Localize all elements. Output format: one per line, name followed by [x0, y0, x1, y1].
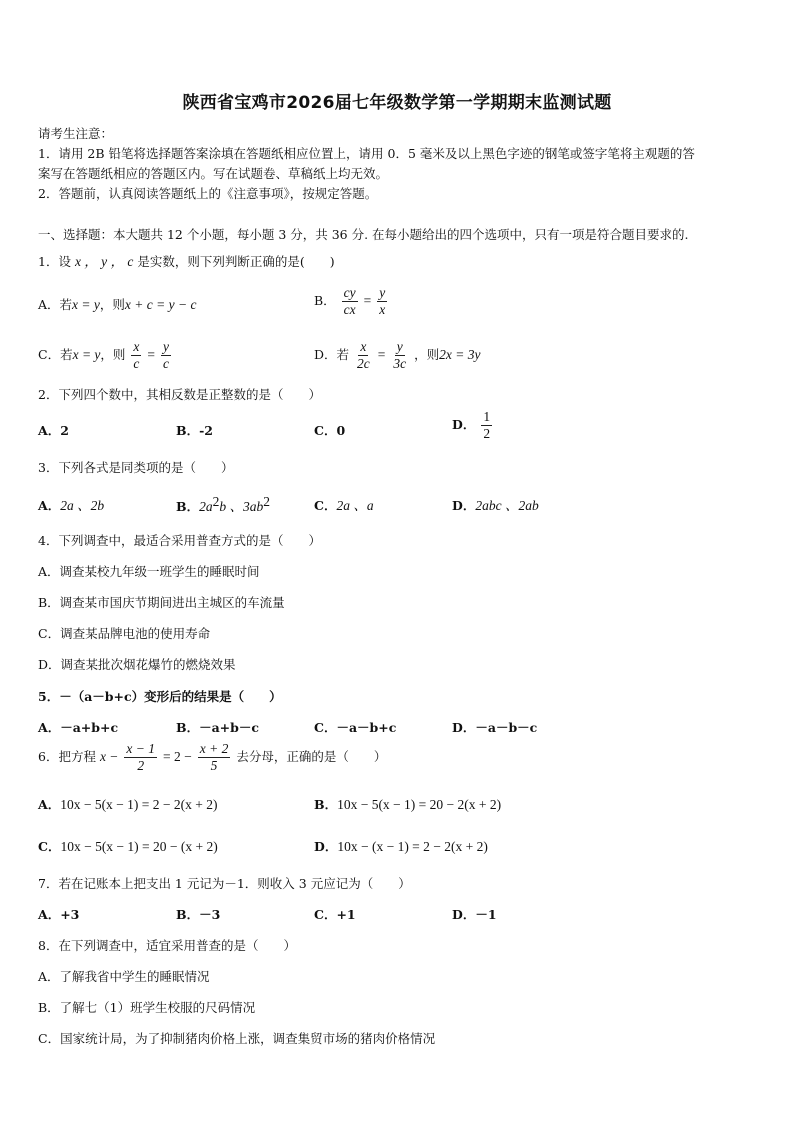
q3-option-c[interactable]: C．2a 、a: [314, 498, 374, 513]
q1-option-d[interactable]: D．若 $\frac{x}{2c}$ = $\frac{y}{3c}$ ，则2x = 3y: [314, 339, 481, 372]
q2-option-d[interactable]: [452, 410, 494, 441]
notice-line-2: 案写在答题纸相应的答题区内。写在试题卷、草稿纸上均无效。: [38, 166, 389, 181]
q1-a-mid: ，则: [99, 297, 125, 312]
q2-d-label: D．: [452, 417, 476, 433]
q6-option-c[interactable]: C．10x − 5(x − 1) = 20 − (x + 2): [38, 839, 218, 854]
q1-option-c[interactable]: C．若x = y，则 $\frac{x}{c}$ = $\frac{y}{c}$: [38, 339, 170, 372]
q1-stem-post: 是实数，则下列判断正确的是( ): [137, 254, 335, 269]
q2-option-b[interactable]: B．-2: [176, 423, 213, 438]
q5-option-a[interactable]: A．－a+b+c: [38, 720, 119, 735]
q4-option-a[interactable]: A．调查某校九年级一班学生的睡眠时间: [38, 564, 260, 579]
q2-option-a[interactable]: A．2: [38, 423, 69, 438]
q1-b-label: B．: [314, 293, 336, 309]
q7-option-c[interactable]: C．+1: [314, 907, 356, 922]
q7-option-a[interactable]: A．+3: [38, 907, 80, 922]
q1-c-mid: ，则: [100, 347, 126, 363]
q1-b-fraction-right: $\frac{y}{x}$: [379, 285, 386, 318]
q1-stem-pre: 1．设: [38, 254, 71, 269]
q1-b-fraction-left: $\frac{cy}{cx}$: [343, 285, 356, 318]
q6-fraction-2: $\frac{x + 2}{5}$: [199, 741, 229, 774]
q5-option-d[interactable]: D．－a－b－c: [452, 720, 538, 735]
q3-a-value: 2a 、2b: [60, 498, 105, 513]
notice-line-1: 1．请用 2B 铅笔将选择题答案涂填在答题纸相应位置上，请用 0．5 毫米及以上黑色字迹的钢笔或签字笔将主观题的答: [38, 146, 695, 161]
q1-d-fraction-left: $\frac{x}{2c}$: [357, 339, 370, 372]
q3-option-b[interactable]: B．$2a^2b$ 、$3ab^2$: [176, 494, 270, 514]
question-2-stem: 2．下列四个数中，其相反数是正整数的是（ ）: [38, 387, 321, 402]
question-5-stem: 5．－（a－b+c）变形后的结果是（ ）: [38, 689, 282, 704]
q3-d-value: 2abc 、2ab: [475, 498, 539, 513]
q1-stem-vars: x ， y ， c: [74, 254, 134, 269]
question-4-stem: 4．下列调查中，最适合采用普查方式的是（ ）: [38, 533, 321, 548]
q6-fraction-1: $\frac{x - 1}{2}$: [126, 741, 156, 774]
q1-option-b[interactable]: B． $\frac{cy}{cx}$ = $\frac{y}{x}$: [314, 285, 386, 318]
q6-option-a[interactable]: A．10x − 5(x − 1) = 2 − 2(x + 2): [38, 797, 218, 812]
q3-option-d[interactable]: D．2abc 、2ab: [452, 498, 539, 513]
q1-c-fraction-left: $\frac{x}{c}$: [133, 339, 140, 372]
question-8-stem: 8．在下列调查中，适宜采用普查的是（ ）: [38, 938, 296, 953]
q1-a-label: A．若: [38, 297, 73, 312]
q8-option-c[interactable]: C．国家统计局，为了抑制猪肉价格上涨，调查集贸市场的猪肉价格情况: [38, 1031, 436, 1046]
q4-option-d[interactable]: D．调查某批次烟花爆竹的燃烧效果: [38, 657, 236, 672]
notice-header: 请考生注意：: [38, 126, 114, 141]
section-heading: 一、选择题：本大题共 12 个小题，每小题 3 分，共 36 分. 在每小题给出的四个选项中，只有一项是符合题目要求的.: [38, 227, 689, 242]
q8-option-b[interactable]: B．了解七（1）班学生校服的尺码情况: [38, 1000, 256, 1015]
q1-a-cond: x = y: [72, 297, 100, 312]
q3-c-value: 2a 、a: [336, 498, 374, 513]
q2-option-c[interactable]: C．0: [314, 423, 346, 438]
q1-option-a[interactable]: [38, 295, 196, 313]
q1-d-label: D．若: [314, 347, 350, 363]
q7-option-d[interactable]: D．－1: [452, 907, 497, 922]
q7-option-b[interactable]: B．－3: [176, 907, 221, 922]
question-6-stem: 6．把方程 x − $\frac{x - 1}{2}$ = 2 − $\frac{x + 2}{5}$ 去分母，正确的是（ ）: [38, 741, 387, 774]
q4-option-b[interactable]: B．调查某市国庆节期间进出主城区的车流量: [38, 595, 285, 610]
notice-line-3: 2．答题前，认真阅读答题纸上的《注意事项》，按规定答题。: [38, 186, 378, 201]
q2-d-fraction: $\frac{1}{2}$: [483, 409, 491, 442]
q5-option-c[interactable]: C．－a－b+c: [314, 720, 397, 735]
q1-a-result: x + c = y − c: [124, 297, 197, 312]
q6-option-b[interactable]: B．10x − 5(x − 1) = 20 − 2(x + 2): [314, 797, 502, 812]
question-7-stem: 7．若在记账本上把支出 1 元记为－1．则收入 3 元应记为（ ）: [38, 876, 411, 891]
q1-d-result: 2x = 3y: [439, 347, 481, 363]
q1-d-fraction-right: $\frac{y}{3c}$: [393, 339, 407, 372]
q3-option-a[interactable]: A．2a 、2b: [38, 498, 105, 513]
q1-d-mid: ，则: [414, 347, 440, 363]
page-title: 陕西省宝鸡市2026届七年级数学第一学期期末监测试题: [182, 93, 612, 113]
q1-c-label: C．若: [38, 347, 73, 363]
q6-option-d[interactable]: D．10x − (x − 1) = 2 − 2(x + 2): [314, 839, 488, 854]
question-3-stem: 3．下列各式是同类项的是（ ）: [38, 460, 234, 475]
q8-option-a[interactable]: A．了解我省中学生的睡眠情况: [38, 969, 210, 984]
question-1-stem: [38, 250, 335, 270]
q4-option-c[interactable]: C．调查某品牌电池的使用寿命: [38, 626, 211, 641]
q5-option-b[interactable]: B．－a+b－c: [176, 720, 259, 735]
q1-c-cond: x = y: [72, 347, 101, 363]
q1-c-fraction-right: $\frac{y}{c}$: [163, 339, 170, 372]
